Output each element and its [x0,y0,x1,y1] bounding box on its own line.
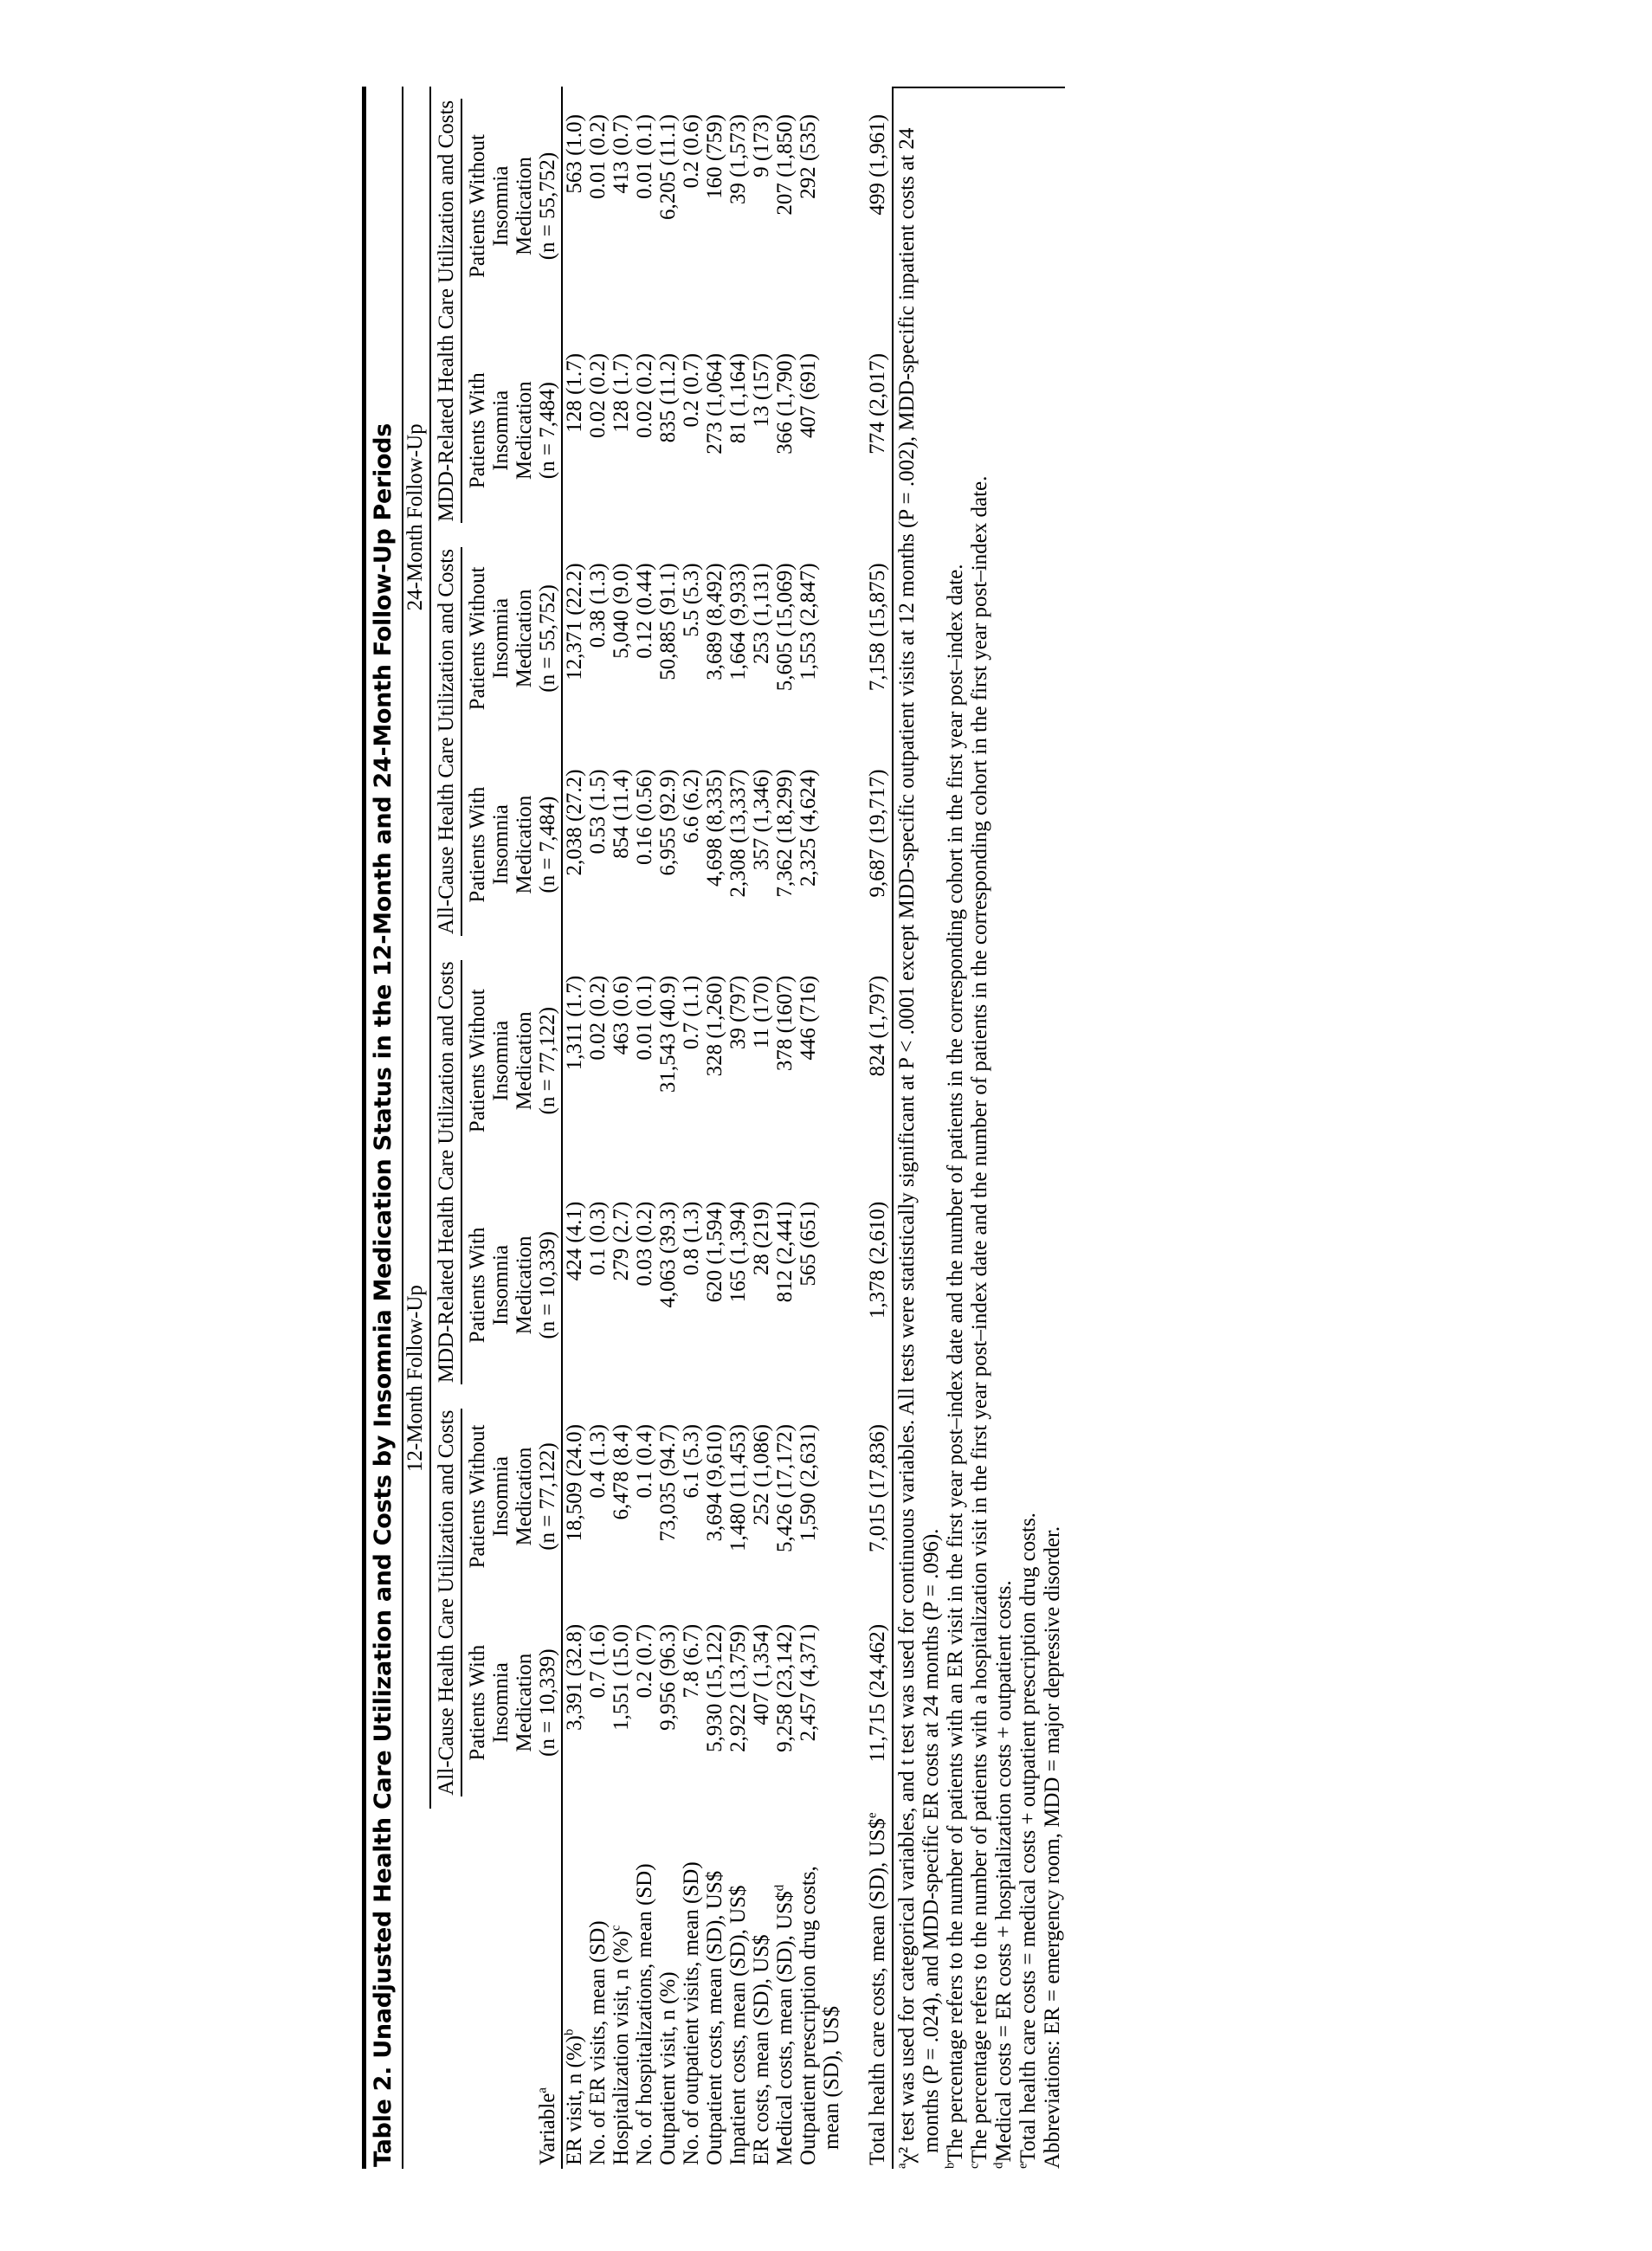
cell-value: 13 (157) [750,353,773,428]
table-row [703,87,726,2169]
column-header: (n = 77,122) [536,948,562,1174]
row-label: No. of hospitalizations, mean (SD) [633,1863,656,2165]
cell-value: 0.2 (0.7) [633,1623,656,1699]
cell-value: 6,205 (11.1) [656,114,680,220]
cell-value: 4,063 (39.3) [656,1201,680,1308]
cell-value: 357 (1,346) [750,769,773,871]
cell-value: 1,378 (2,610) [843,1174,893,1396]
cell-value: 0.03 (0.2) [633,1201,656,1287]
cell-value: 7.8 (6.7) [680,1623,703,1699]
table-row-continuation [820,87,843,2169]
cell-value: 2,308 (13,337) [726,769,750,898]
cell-value: 774 (2,017) [843,326,893,535]
row-label: Outpatient visit, n (%) [656,1971,680,2165]
cell-value: 4,698 (8,335) [703,769,726,887]
cell-value: 9,687 (19,717) [843,742,893,948]
column-header: Medication [513,157,536,255]
cell-value: 0.2 (0.6) [680,114,703,189]
cell-value: 563 (1.0) [563,114,586,194]
period-header: 24-Month Follow-Up [403,87,430,948]
column-header: Patients With [466,786,489,903]
row-label: Outpatient prescription drug costs, [797,1866,820,2165]
cell-value: 6.1 (5.3) [680,1424,703,1499]
cell-value: 253 (1,131) [750,563,773,665]
cell-value: 0.2 (0.7) [680,353,703,428]
column-header: Insomnia [489,1455,513,1538]
column-header: Patients With [466,1644,489,1761]
table-row [726,87,750,2169]
cell-value: 0.4 (1.3) [586,1424,610,1499]
cell-value: 2,922 (13,759) [726,1623,750,1752]
cell-value: 31,543 (40.9) [656,975,680,1093]
cell-value: 3,689 (8,492) [703,563,726,680]
cell-value: 9,956 (96.3) [656,1623,680,1731]
cell-value: 812 (2,441) [773,1201,797,1303]
column-header: Medication [513,381,536,481]
column-header: Medication [513,1653,536,1752]
cell-value: 18,509 (24.0) [563,1424,586,1542]
column-header: (n = 7,484) [536,742,562,948]
table-row [610,87,633,2169]
cell-value: 413 (0.7) [610,114,633,194]
group-header: All-Cause Health Care Utilization and Costs [430,1396,462,1809]
cell-value: 2,325 (4,624) [797,769,820,887]
cell-value: 407 (691) [797,353,820,438]
cell-value: 292 (535) [797,114,820,199]
variable-header: Variable$^a$ [536,1809,562,2169]
column-header: (n = 77,122) [536,1396,562,1596]
cell-value: 273 (1,064) [703,353,726,455]
cell-value: 160 (759) [703,114,726,199]
cell-value: 0.02 (0.2) [586,975,610,1061]
table-container [362,87,1065,2169]
column-header: Insomnia [489,1662,513,1744]
cell-value: 9,258 (23,142) [773,1623,797,1752]
cell-value: 11 (170) [750,975,773,1049]
row-label: Inpatient costs, mean (SD), US$ [726,1885,750,2165]
column-header: Insomnia [489,1244,513,1325]
row-label: Total health care costs, mean (SD), US\$$^e$ [843,1809,893,2169]
cell-value: 207 (1,850) [773,114,797,216]
cell-value: 824 (1,797) [843,948,893,1174]
table-row [586,87,610,2169]
row-label: Outpatient costs, mean (SD), US$ [703,1870,726,2165]
cell-value: 407 (1,354) [750,1623,773,1725]
cell-value: 0.53 (1.5) [586,769,610,855]
cell-value: 835 (11.2) [656,353,680,443]
cell-value: 1,480 (11,453) [726,1424,750,1552]
column-header: Insomnia [489,390,513,471]
cell-value: 6.6 (6.2) [680,769,703,843]
cell-value: 50,885 (91.1) [656,563,680,680]
data-table [403,87,894,2169]
column-header: (n = 55,752) [536,535,562,741]
table-title: Table 2. Unadjusted Health Care Utilization and Costs by Insomnia Medication Status in the 12-Month and 24-Month Follow-Up Periods [362,87,403,2169]
column-header: Insomnia [489,165,513,247]
column-header: (n = 10,339) [536,1174,562,1396]
table-row [680,87,703,2169]
cell-value: 3,694 (9,610) [703,1424,726,1542]
cell-value: 252 (1,086) [750,1424,773,1525]
group-header: All-Cause Health Care Utilization and Costs [430,535,462,947]
table-row [773,87,797,2169]
column-header: Medication [513,1235,536,1335]
cell-value: 12,371 (22.2) [563,563,586,680]
column-header: (n = 10,339) [536,1596,562,1809]
cell-value: 6,478 (8.4) [610,1424,633,1520]
cell-value: 0.38 (1.3) [586,563,610,648]
cell-value: 0.01 (0.1) [633,975,656,1061]
column-header: Patients Without [466,566,489,711]
table-row [656,87,680,2169]
column-header: Insomnia [489,1020,513,1101]
column-header: Medication [513,1011,536,1111]
cell-value: 1,551 (15.0) [610,1623,633,1731]
footnote: Abbreviations: ER = emergency room, MDD = major depressive disorder. [1041,1525,1064,2169]
column-header: Patients Without [466,134,489,278]
cell-value: 2,038 (27.2) [563,769,586,876]
cell-value: 0.8 (1.3) [680,1201,703,1276]
cell-value: 446 (716) [797,975,820,1061]
row-label: Medical costs, mean (SD), US\$$^d$ [772,1884,797,2165]
period-header: 12-Month Follow-Up [403,948,430,1809]
column-header: Patients With [466,372,489,489]
cell-value: 378 (1607) [773,975,797,1072]
cell-value: 0.02 (0.2) [633,353,656,438]
footnote: $^c$The percentage refers to the number of patients with a hospitalization visit in the first year post–index date and the number of patients in the corresponding cohort in the first year post–index date. [967,475,991,2169]
footnote: $^d$Medical costs = ER costs + hospitalization costs + outpatient costs. [991,1580,1016,2169]
cell-value: 5,426 (17,172) [773,1424,797,1552]
cell-value: 424 (4.1) [563,1201,586,1281]
column-header: Medication [513,795,536,894]
cell-value: 0.1 (0.3) [586,1201,610,1276]
column-header: (n = 7,484) [536,326,562,535]
cell-value: 463 (0.6) [610,975,633,1055]
footnote: $^b$The percentage refers to the number of patients with an ER visit in the first year post–index date and the number of patients in the corresponding cohort in the first year post–index date. [943,564,967,2169]
cell-value: 279 (2.7) [610,1201,633,1281]
cell-value: 128 (1.7) [563,353,586,433]
column-header: Insomnia [489,804,513,886]
cell-value: 3,391 (32.8) [563,1623,586,1731]
cell-value: 165 (1,394) [726,1201,750,1303]
table-row [797,87,820,2169]
cell-value: 5,040 (9.0) [610,563,633,659]
cell-value: 0.7 (1.6) [586,1623,610,1699]
row-label: ER costs, mean (SD), US$ [750,1934,773,2165]
cell-value: 1,590 (2,631) [797,1424,820,1542]
cell-value: 0.01 (0.1) [633,114,656,199]
column-header: Patients With [466,1227,489,1344]
cell-value: 28 (219) [750,1201,773,1276]
cell-value: 5,605 (15,069) [773,563,797,692]
footnotes [894,87,1065,2169]
group-header: MDD-Related Health Care Utilization and Costs [430,87,462,535]
column-header: (n = 55,752) [536,87,562,326]
cell-value: 81 (1,164) [726,353,750,444]
cell-value: 7,015 (17,836) [843,1396,893,1596]
cell-value: 0.02 (0.2) [586,353,610,438]
cell-value: 39 (1,573) [726,114,750,205]
cell-value: 5,930 (15,122) [703,1623,726,1752]
cell-value: 128 (1.7) [610,353,633,433]
cell-value: 5.5 (5.3) [680,563,703,637]
footnote: $^a$χ² test was used for categorical variables, and t test was used for continuous variables. All tests were statistically significant at P < .0001 except MDD-specific outpatient visits at 12 months (P = .002), MDD-specific inpatient costs at 24 months (P = .024), and MDD-specific ER costs at 24 months (P = .096). [894,127,943,2169]
cell-value: 1,311 (1.7) [563,975,586,1071]
cell-value: 565 (651) [797,1201,820,1287]
column-header: Medication [513,1447,536,1546]
cell-value: 620 (1,594) [703,1201,726,1303]
cell-value: 0.01 (0.2) [586,114,610,199]
cell-value: 1,664 (9,933) [726,563,750,680]
cell-value: 854 (11.4) [610,769,633,859]
table-row [750,87,773,2169]
table-row [562,87,586,2169]
cell-value: 11,715 (24,462) [843,1596,893,1809]
column-header: Medication [513,589,536,688]
table-row [633,87,656,2169]
row-label: No. of outpatient visits, mean (SD) [680,1861,703,2165]
cell-value: 0.1 (0.4) [633,1424,656,1499]
cell-value: 9 (173) [750,114,773,177]
cell-value: 7,158 (15,875) [843,535,893,741]
cell-value: 0.12 (0.44) [633,563,656,659]
column-header: Patients Without [466,989,489,1133]
row-label: No. of ER visits, mean (SD) [586,1920,610,2165]
cell-value: 366 (1,790) [773,353,797,455]
cell-value: 1,553 (2,847) [797,563,820,680]
cell-value: 7,362 (18,299) [773,769,797,898]
cell-value: 2,457 (4,371) [797,1623,820,1742]
footnote: $^e$Total health care costs = medical costs + outpatient prescription drug costs. [1016,1512,1040,2169]
cell-value: 6,955 (92.9) [656,769,680,876]
cell-value: 73,035 (94.7) [656,1424,680,1542]
row-label: Hospitalization visit, n (%)$^c$ [609,1925,633,2165]
column-header: Patients Without [466,1424,489,1569]
cell-value: 39 (797) [726,975,750,1050]
cell-value: 328 (1,260) [703,975,726,1077]
group-header: MDD-Related Health Care Utilization and Costs [430,948,462,1396]
column-header: Insomnia [489,597,513,679]
row-label: mean (SD), US$ [820,2006,843,2150]
cell-value: 0.7 (1.1) [680,975,703,1050]
row-label: ER visit, n (%)$^b$ [562,2028,586,2165]
cell-value: 499 (1,961) [843,87,893,326]
cell-value: 0.16 (0.56) [633,769,656,865]
table-row [843,87,893,2169]
